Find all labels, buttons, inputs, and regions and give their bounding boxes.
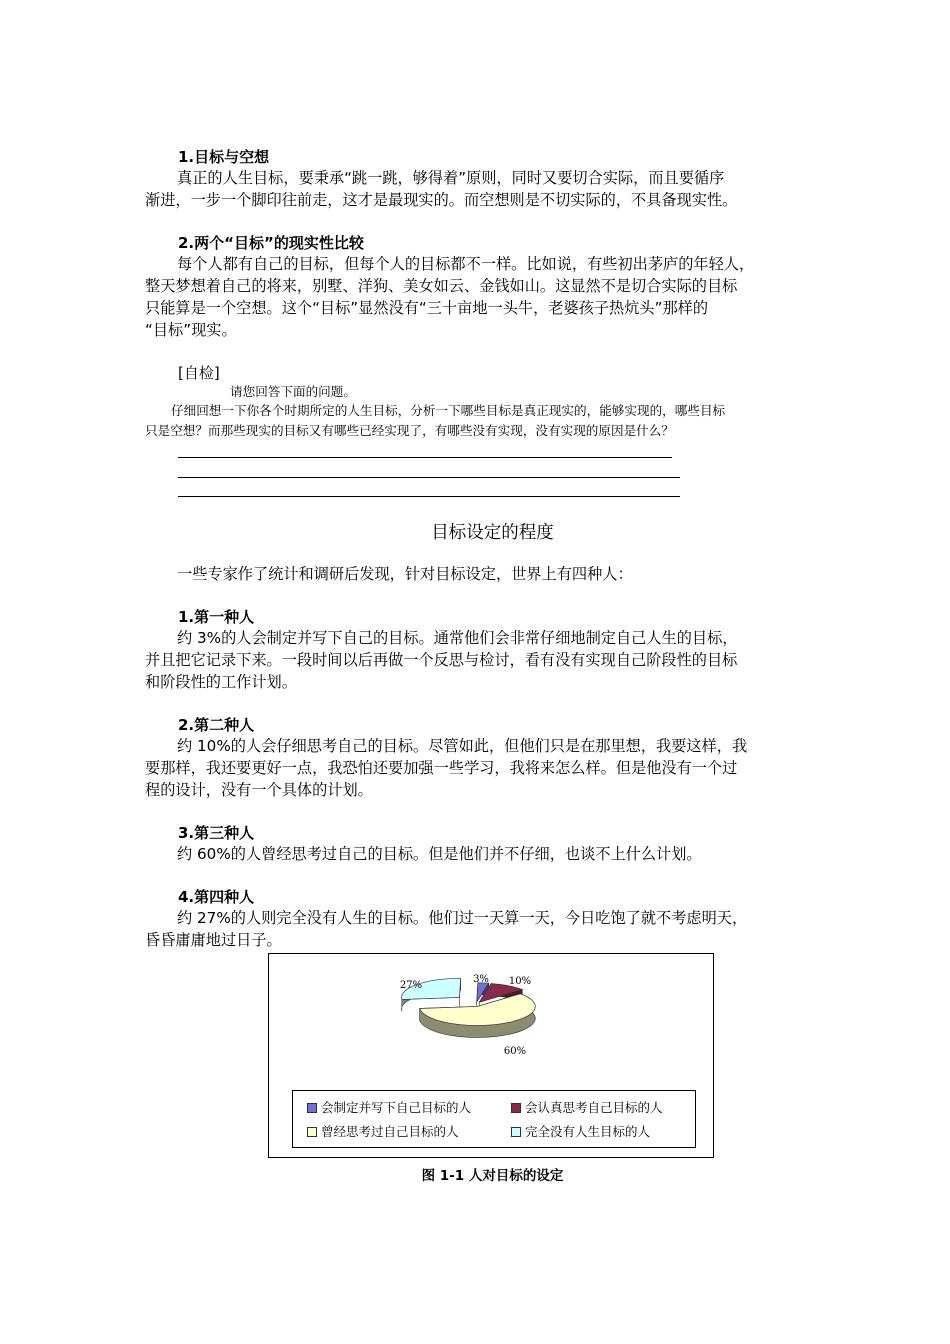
type2-line: 要那样，我还要更好一点，我恐怕还要加强一些学习，我将来怎么样。但是他没有一个过 (145, 759, 738, 777)
pie-data-label: 60% (503, 1046, 527, 1057)
legend-item (511, 1122, 650, 1140)
section2-line: “目标”现实。 (145, 321, 237, 339)
type4-line: 约 27%的人则完全没有人生的目标。他们过一天算一天，今日吃饱了就不考虑明天， (177, 909, 748, 927)
legend-label: 会认真思考自己目标的人 (525, 1100, 663, 1115)
type4-paragraph (145, 907, 815, 951)
legend-label: 完全没有人生目标的人 (525, 1124, 651, 1139)
chart-legend (292, 1090, 696, 1148)
section2-line: 每个人都有自己的目标，但每个人的目标都不一样。比如说，有些初出茅庐的年轻人， (177, 255, 755, 273)
answer-line[interactable] (178, 477, 680, 478)
type1-paragraph (145, 627, 815, 693)
type3-paragraph (145, 843, 815, 865)
type2-heading: 2.第二种人 (178, 716, 255, 734)
answer-line[interactable] (178, 457, 672, 458)
legend-swatch (511, 1127, 521, 1137)
section2-paragraph (145, 253, 815, 341)
legend-swatch (511, 1103, 521, 1113)
section1-heading: 1.目标与空想 (178, 148, 270, 166)
figure-caption: 图 1-1 人对目标的设定 (421, 1168, 564, 1184)
selfcheck-question (145, 401, 815, 441)
section1-paragraph (145, 167, 815, 211)
type1-line: 和阶段性的工作计划。 (145, 673, 297, 691)
legend-label: 会制定并写下自己目标的人 (321, 1100, 472, 1115)
selfcheck-prompt: 请您回答下面的问题。 (230, 384, 356, 399)
intro-text: 一些专家作了统计和调研后发现，针对目标设定，世界上有四种人： (177, 565, 633, 583)
selfcheck-label: [自检] (178, 364, 220, 382)
legend-swatch (307, 1127, 317, 1137)
answer-line[interactable] (178, 496, 680, 497)
pie-data-label: 10% (508, 976, 532, 987)
type1-heading: 1.第一种人 (178, 608, 255, 626)
type1-line: 约 3%的人会制定并写下自己的目标。通常他们会非常仔细地制定自己人生的目标， (177, 629, 738, 647)
section2-heading: 2.两个“目标”的现实性比较 (178, 234, 364, 252)
legend-item (307, 1098, 471, 1116)
legend-item (511, 1098, 663, 1116)
section1-line: 真正的人生目标，要秉承“跳一跳，够得着”原则，同时又要切合实际，而且要循序 (177, 169, 725, 187)
section2-line: 只能算是一个空想。这个“目标”显然没有“三十亩地一头牛，老婆孩子热炕头”那样的 (145, 299, 709, 317)
selfcheck-line: 仔细回想一下你各个时期所定的人生目标，分析一下哪些目标是真正现实的，能够实现的，哪些目标 (171, 403, 726, 418)
type2-paragraph (145, 735, 815, 801)
legend-item (307, 1122, 459, 1140)
pie-data-label: 3% (473, 974, 489, 985)
selfcheck-line: 只是空想？而那些现实的目标又有哪些已经实现了，有哪些没有实现，没有实现的原因是什么？ (145, 423, 674, 438)
section1-line: 渐进，一步一个脚印往前走，这才是最现实的。而空想则是不切实际的，不具备现实性。 (145, 191, 738, 209)
section2-line: 整天梦想着自己的将来，别墅、洋狗、美女如云、金钱如山。这显然不是切合实际的目标 (145, 277, 738, 295)
pie-data-label: 27% (399, 980, 423, 991)
page-title: 目标设定的程度 (431, 523, 554, 543)
pie-chart (268, 953, 714, 1088)
type2-line: 程的设计，没有一个具体的计划。 (145, 781, 373, 799)
type4-line: 昏昏庸庸地过日子。 (145, 931, 282, 949)
legend-label: 曾经思考过自己目标的人 (321, 1124, 459, 1139)
type3-heading: 3.第三种人 (178, 824, 255, 842)
legend-swatch (307, 1103, 317, 1113)
type2-line: 约 10%的人会仔细思考自己的目标。尽管如此，但他们只是在那里想，我要这样，我 (177, 737, 748, 755)
type3-line: 约 60%的人曾经思考过自己的目标。但是他们并不仔细，也谈不上什么计划。 (177, 845, 702, 863)
type1-line: 并且把它记录下来。一段时间以后再做一个反思与检讨，看有没有实现自己阶段性的目标 (145, 651, 738, 669)
type4-heading: 4.第四种人 (178, 888, 255, 906)
